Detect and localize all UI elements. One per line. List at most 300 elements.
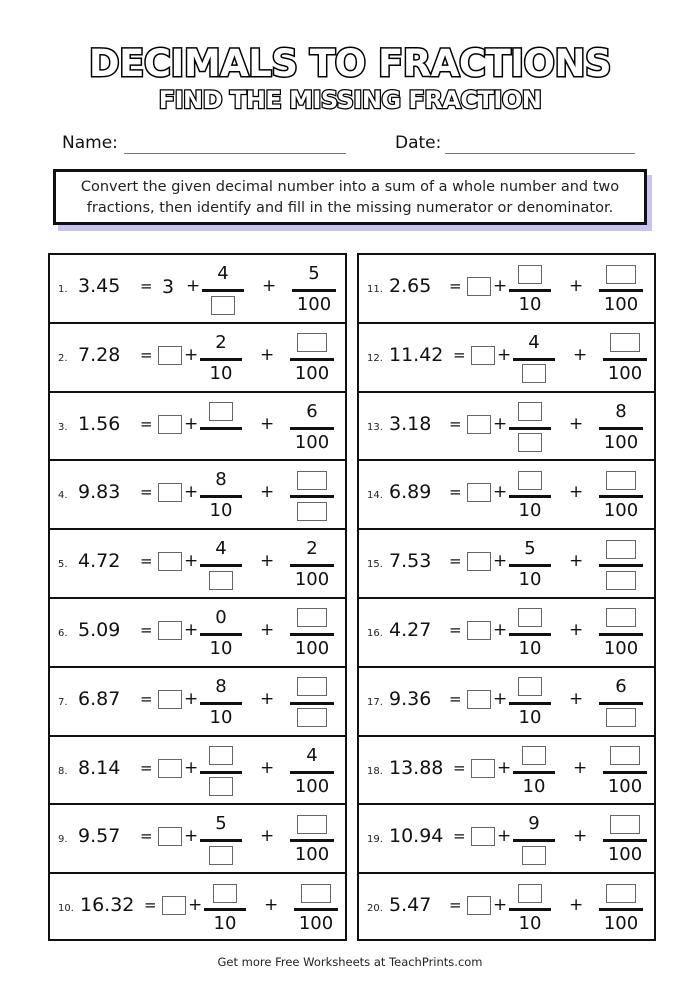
answer-box-whole[interactable] xyxy=(467,415,491,434)
plus-sign: + xyxy=(260,619,275,640)
hundredths-fraction xyxy=(599,261,643,319)
hundredths-fraction xyxy=(599,605,643,663)
tenths-numerator: 4 xyxy=(217,263,229,284)
fraction-bar xyxy=(202,289,244,292)
problem-row xyxy=(359,874,654,943)
fraction-bar xyxy=(509,289,551,292)
hundredths-denominator: 100 xyxy=(603,637,639,659)
answer-box-hundredths-numerator[interactable] xyxy=(301,884,331,903)
equals-sign: = xyxy=(449,689,462,708)
tenths-numerator: 4 xyxy=(528,331,540,353)
plus-sign: + xyxy=(184,551,199,572)
problem-row xyxy=(50,737,345,806)
equals-sign: = xyxy=(449,552,462,571)
answer-box-whole[interactable] xyxy=(467,552,491,571)
problem-number: 12. xyxy=(367,352,383,364)
hundredths-fraction xyxy=(603,330,647,388)
tenths-numerator: 8 xyxy=(215,675,227,697)
hundredths-fraction xyxy=(599,674,643,732)
answer-box-whole[interactable] xyxy=(471,759,495,778)
decimal-value: 7.28 xyxy=(78,343,121,366)
equals-sign: = xyxy=(449,483,462,502)
footer-credit: Get more Free Worksheets at TeachPrints.com xyxy=(217,955,483,969)
equals-sign: = xyxy=(140,414,153,433)
tenths-fraction xyxy=(509,467,551,525)
worksheet-title: DECIMALS TO FRACTIONS xyxy=(88,42,612,85)
tenths-denominator: 10 xyxy=(518,913,542,935)
fraction-bar xyxy=(200,771,242,774)
fraction-bar xyxy=(599,495,643,498)
hundredths-denominator: 100 xyxy=(603,294,639,315)
equals-sign: = xyxy=(140,345,153,364)
hundredths-numerator: 8 xyxy=(615,400,627,422)
answer-box-whole[interactable] xyxy=(471,346,495,365)
problem-row xyxy=(50,874,345,943)
hundredths-fraction xyxy=(290,605,334,663)
decimal-value: 11.42 xyxy=(389,343,444,366)
fraction-bar xyxy=(292,289,336,292)
equals-sign: = xyxy=(449,896,462,915)
instructions-box: Convert the given decimal number into a sum of a whole number and two fractions, then identify and fill in the missing numerator or denominator. xyxy=(53,169,647,225)
answer-box-whole[interactable] xyxy=(162,896,186,915)
answer-box-whole[interactable] xyxy=(158,759,182,778)
fraction-bar xyxy=(599,427,643,430)
hundredths-denominator: 100 xyxy=(603,500,639,522)
equals-sign: = xyxy=(140,620,153,639)
plus-sign: + xyxy=(260,757,275,778)
fraction-bar xyxy=(294,908,338,911)
problems-column-right xyxy=(357,253,656,941)
answer-box-whole[interactable] xyxy=(158,346,182,365)
hundredths-denominator: 100 xyxy=(294,431,330,453)
fraction-bar xyxy=(290,771,334,774)
decimal-value: 5.47 xyxy=(389,894,432,917)
plus-sign: + xyxy=(573,344,588,365)
decimal-value: 6.87 xyxy=(78,687,121,710)
equals-sign: = xyxy=(453,758,466,777)
fraction-bar xyxy=(200,495,242,498)
tenths-numerator: 8 xyxy=(215,469,227,491)
plus-sign: + xyxy=(493,413,508,434)
plus-sign: + xyxy=(569,413,584,434)
hundredths-denominator: 100 xyxy=(294,362,330,384)
problem-row xyxy=(50,255,345,324)
plus-sign: + xyxy=(493,688,508,709)
answer-box-tenths-denominator[interactable] xyxy=(209,777,233,796)
date-label: Date: xyxy=(395,133,442,153)
problem-number: 1. xyxy=(58,284,68,295)
answer-box-whole[interactable] xyxy=(158,483,182,502)
problem-number: 13. xyxy=(367,421,383,433)
hundredths-fraction xyxy=(290,536,334,594)
tenths-fraction xyxy=(204,880,246,938)
hundredths-denominator: 100 xyxy=(603,913,639,935)
hundredths-denominator: 100 xyxy=(298,913,334,935)
answer-box-tenths-denominator[interactable] xyxy=(522,364,546,383)
decimal-value: 8.14 xyxy=(78,756,121,779)
problem-number: 11. xyxy=(367,284,383,295)
hundredths-fraction xyxy=(290,399,334,457)
plus-sign: + xyxy=(573,757,588,778)
hundredths-denominator: 100 xyxy=(294,844,330,866)
tenths-fraction xyxy=(200,330,242,388)
problem-row xyxy=(359,393,654,462)
plus-sign: + xyxy=(184,482,199,503)
tenths-numerator: 5 xyxy=(524,538,536,560)
answer-box-whole[interactable] xyxy=(158,690,182,709)
answer-box-tenths-numerator[interactable] xyxy=(518,471,542,490)
equals-sign: = xyxy=(140,552,153,571)
tenths-fraction xyxy=(200,536,242,594)
plus-sign: + xyxy=(573,826,588,847)
problem-row xyxy=(359,805,654,874)
problem-row xyxy=(50,599,345,668)
hundredths-fraction xyxy=(290,674,334,732)
answer-box-tenths-denominator[interactable] xyxy=(518,433,542,452)
fraction-bar xyxy=(290,633,334,636)
fraction-bar xyxy=(599,702,643,705)
plus-sign: + xyxy=(260,551,275,572)
answer-box-hundredths-denominator[interactable] xyxy=(297,502,327,521)
hundredths-fraction xyxy=(292,261,336,319)
tenths-fraction xyxy=(509,399,551,457)
problem-number: 16. xyxy=(367,627,383,639)
problem-row xyxy=(50,805,345,874)
answer-box-hundredths-numerator[interactable] xyxy=(606,540,636,559)
fraction-bar xyxy=(509,702,551,705)
whole-number: 3 xyxy=(162,276,175,298)
plus-sign: + xyxy=(260,413,275,434)
hundredths-numerator: 2 xyxy=(306,538,318,560)
tenths-denominator: 10 xyxy=(518,706,542,728)
fraction-bar xyxy=(509,564,551,567)
answer-box-hundredths-numerator[interactable] xyxy=(606,471,636,490)
answer-box-tenths-numerator[interactable] xyxy=(518,884,542,903)
hundredths-denominator: 100 xyxy=(294,775,330,797)
answer-box-tenths-numerator[interactable] xyxy=(518,402,542,421)
fraction-bar xyxy=(200,427,242,430)
tenths-fraction xyxy=(513,743,555,801)
hundredths-fraction xyxy=(294,880,338,938)
plus-sign: + xyxy=(260,688,275,709)
decimal-value: 9.57 xyxy=(78,825,121,848)
decimal-value: 3.45 xyxy=(78,275,121,297)
problem-number: 5. xyxy=(58,559,68,571)
problem-number: 4. xyxy=(58,490,68,502)
answer-box-hundredths-numerator[interactable] xyxy=(610,815,640,834)
plus-sign: + xyxy=(569,895,584,916)
decimal-value: 3.18 xyxy=(389,412,432,435)
tenths-numerator: 5 xyxy=(215,813,227,835)
plus-sign: + xyxy=(186,276,201,296)
plus-sign: + xyxy=(569,688,584,709)
plus-sign: + xyxy=(184,619,199,640)
equals-sign: = xyxy=(449,277,462,295)
answer-box-whole[interactable] xyxy=(158,621,182,640)
hundredths-fraction xyxy=(603,743,647,801)
plus-sign: + xyxy=(264,895,279,916)
fraction-bar xyxy=(513,839,555,842)
date-input-line[interactable] xyxy=(445,153,635,154)
plus-sign: + xyxy=(569,482,584,503)
name-date-row xyxy=(62,133,642,159)
answer-box-tenths-denominator[interactable] xyxy=(209,571,233,590)
answer-box-tenths-numerator[interactable] xyxy=(522,746,546,765)
answer-box-whole[interactable] xyxy=(467,277,491,296)
hundredths-fraction xyxy=(290,743,334,801)
fraction-bar xyxy=(513,771,555,774)
problem-number: 17. xyxy=(367,696,383,708)
answer-box-tenths-denominator[interactable] xyxy=(209,846,233,865)
answer-box-hundredths-numerator[interactable] xyxy=(297,677,327,696)
answer-box-whole[interactable] xyxy=(158,415,182,434)
hundredths-fraction xyxy=(599,880,643,938)
tenths-fraction xyxy=(200,399,242,457)
hundredths-denominator: 100 xyxy=(294,637,330,659)
problem-row xyxy=(50,324,345,393)
decimal-value: 7.53 xyxy=(389,550,432,573)
hundredths-fraction xyxy=(290,330,334,388)
hundredths-numerator: 4 xyxy=(306,744,318,766)
tenths-fraction xyxy=(200,743,242,801)
fraction-bar xyxy=(603,358,647,361)
tenths-numerator: 9 xyxy=(528,813,540,835)
equals-sign: = xyxy=(453,827,466,846)
plus-sign: + xyxy=(260,826,275,847)
fraction-bar xyxy=(290,495,334,498)
hundredths-numerator: 6 xyxy=(615,675,627,697)
decimal-value: 6.89 xyxy=(389,481,432,504)
fraction-bar xyxy=(599,564,643,567)
hundredths-denominator: 100 xyxy=(294,569,330,591)
problem-number: 15. xyxy=(367,559,383,571)
problem-row xyxy=(359,324,654,393)
hundredths-fraction xyxy=(290,811,334,869)
plus-sign: + xyxy=(184,826,199,847)
answer-box-whole[interactable] xyxy=(467,690,491,709)
decimal-value: 9.36 xyxy=(389,687,432,710)
fraction-bar xyxy=(200,702,242,705)
hundredths-denominator: 100 xyxy=(607,775,643,797)
tenths-denominator: 10 xyxy=(213,913,237,935)
tenths-fraction xyxy=(200,674,242,732)
answer-box-whole[interactable] xyxy=(467,621,491,640)
plus-sign: + xyxy=(497,826,512,847)
plus-sign: + xyxy=(493,276,508,296)
answer-box-tenths-numerator[interactable] xyxy=(518,265,542,284)
equals-sign: = xyxy=(140,827,153,846)
fraction-bar xyxy=(599,289,643,292)
hundredths-fraction xyxy=(599,399,643,457)
tenths-denominator: 10 xyxy=(209,706,233,728)
name-label: Name: xyxy=(62,133,118,153)
tenths-denominator: 10 xyxy=(209,362,233,384)
decimal-value: 10.94 xyxy=(389,825,444,848)
problem-number: 18. xyxy=(367,765,383,777)
hundredths-fraction xyxy=(599,467,643,525)
equals-sign: = xyxy=(140,758,153,777)
tenths-denominator: 10 xyxy=(518,294,542,315)
answer-box-tenths-denominator[interactable] xyxy=(211,296,235,315)
hundredths-denominator: 100 xyxy=(607,362,643,384)
answer-box-hundredths-denominator[interactable] xyxy=(606,571,636,590)
tenths-denominator: 10 xyxy=(518,500,542,522)
fraction-bar xyxy=(290,427,334,430)
problem-row xyxy=(359,668,654,737)
answer-box-tenths-numerator[interactable] xyxy=(518,677,542,696)
equals-sign: = xyxy=(140,277,153,295)
answer-box-whole[interactable] xyxy=(467,896,491,915)
fraction-bar xyxy=(509,495,551,498)
fraction-bar xyxy=(599,908,643,911)
answer-box-whole[interactable] xyxy=(158,552,182,571)
answer-box-whole[interactable] xyxy=(158,827,182,846)
tenths-fraction xyxy=(509,261,551,319)
fraction-bar xyxy=(204,908,246,911)
decimal-value: 9.83 xyxy=(78,481,121,504)
tenths-fraction xyxy=(200,467,242,525)
plus-sign: + xyxy=(188,895,203,916)
decimal-value: 16.32 xyxy=(80,894,135,917)
fraction-bar xyxy=(200,358,242,361)
fraction-bar xyxy=(599,633,643,636)
fraction-bar xyxy=(603,771,647,774)
answer-box-hundredths-numerator[interactable] xyxy=(297,471,327,490)
answer-box-hundredths-numerator[interactable] xyxy=(610,333,640,352)
answer-box-whole[interactable] xyxy=(467,483,491,502)
tenths-fraction xyxy=(509,605,551,663)
tenths-fraction xyxy=(200,605,242,663)
fraction-bar xyxy=(200,633,242,636)
problem-number: 20. xyxy=(367,903,383,915)
tenths-numerator: 2 xyxy=(215,331,227,353)
tenths-denominator: 10 xyxy=(209,637,233,659)
problem-row xyxy=(50,461,345,530)
plus-sign: + xyxy=(493,551,508,572)
answer-box-tenths-numerator[interactable] xyxy=(209,402,233,421)
answer-box-hundredths-denominator[interactable] xyxy=(297,708,327,727)
problem-number: 10. xyxy=(58,903,74,915)
answer-box-hundredths-numerator[interactable] xyxy=(610,746,640,765)
hundredths-fraction xyxy=(603,811,647,869)
fraction-bar xyxy=(290,839,334,842)
name-input-line[interactable] xyxy=(124,153,346,154)
decimal-value: 2.65 xyxy=(389,275,432,297)
plus-sign: + xyxy=(184,413,199,434)
tenths-denominator: 10 xyxy=(518,569,542,591)
plus-sign: + xyxy=(184,344,199,365)
equals-sign: = xyxy=(453,345,466,364)
plus-sign: + xyxy=(569,276,584,296)
equals-sign: = xyxy=(144,896,157,915)
tenths-fraction xyxy=(513,811,555,869)
plus-sign: + xyxy=(569,619,584,640)
plus-sign: + xyxy=(493,895,508,916)
plus-sign: + xyxy=(569,551,584,572)
tenths-denominator: 10 xyxy=(209,500,233,522)
equals-sign: = xyxy=(140,483,153,502)
hundredths-denominator: 100 xyxy=(603,431,639,453)
tenths-denominator: 10 xyxy=(518,637,542,659)
fraction-bar xyxy=(290,564,334,567)
problem-row xyxy=(50,668,345,737)
tenths-numerator: 0 xyxy=(215,606,227,628)
tenths-numerator: 4 xyxy=(215,538,227,560)
answer-box-tenths-numerator[interactable] xyxy=(209,746,233,765)
answer-box-hundredths-denominator[interactable] xyxy=(606,708,636,727)
problem-row xyxy=(359,530,654,599)
hundredths-numerator: 5 xyxy=(308,263,320,284)
problem-number: 7. xyxy=(58,696,68,708)
hundredths-fraction xyxy=(290,467,334,525)
problem-row xyxy=(50,393,345,462)
answer-box-tenths-numerator[interactable] xyxy=(213,884,237,903)
fraction-bar xyxy=(603,839,647,842)
tenths-fraction xyxy=(513,330,555,388)
plus-sign: + xyxy=(184,757,199,778)
equals-sign: = xyxy=(449,414,462,433)
problem-number: 3. xyxy=(58,421,68,433)
tenths-fraction xyxy=(200,811,242,869)
plus-sign: + xyxy=(497,344,512,365)
decimal-value: 5.09 xyxy=(78,618,121,641)
problem-row xyxy=(359,255,654,324)
equals-sign: = xyxy=(140,689,153,708)
worksheet-subtitle: FIND THE MISSING FRACTION xyxy=(158,86,542,114)
tenths-fraction xyxy=(509,674,551,732)
decimal-value: 13.88 xyxy=(389,756,444,779)
decimal-value: 4.27 xyxy=(389,618,432,641)
answer-box-hundredths-numerator[interactable] xyxy=(606,884,636,903)
fraction-bar xyxy=(513,358,555,361)
fraction-bar xyxy=(200,839,242,842)
hundredths-numerator: 6 xyxy=(306,400,318,422)
plus-sign: + xyxy=(497,757,512,778)
answer-box-whole[interactable] xyxy=(471,827,495,846)
problem-row xyxy=(50,530,345,599)
hundredths-fraction xyxy=(599,536,643,594)
plus-sign: + xyxy=(184,688,199,709)
answer-box-tenths-numerator[interactable] xyxy=(518,608,542,627)
problem-row xyxy=(359,737,654,806)
problem-row xyxy=(359,461,654,530)
tenths-denominator: 10 xyxy=(522,775,546,797)
problem-number: 9. xyxy=(58,834,68,846)
fraction-bar xyxy=(200,564,242,567)
hundredths-denominator: 100 xyxy=(607,844,643,866)
plus-sign: + xyxy=(260,482,275,503)
problem-number: 19. xyxy=(367,834,383,846)
answer-box-hundredths-numerator[interactable] xyxy=(606,265,636,284)
problem-number: 14. xyxy=(367,490,383,502)
tenths-fraction xyxy=(509,880,551,938)
tenths-fraction xyxy=(202,261,244,319)
plus-sign: + xyxy=(262,276,277,296)
answer-box-hundredths-numerator[interactable] xyxy=(606,608,636,627)
decimal-value: 1.56 xyxy=(78,412,121,435)
problem-number: 8. xyxy=(58,765,68,777)
problem-row xyxy=(359,599,654,668)
plus-sign: + xyxy=(260,344,275,365)
problem-number: 2. xyxy=(58,352,68,364)
answer-box-tenths-denominator[interactable] xyxy=(522,846,546,865)
hundredths-denominator: 100 xyxy=(296,294,332,315)
problem-number: 6. xyxy=(58,627,68,639)
fraction-bar xyxy=(509,427,551,430)
answer-box-hundredths-numerator[interactable] xyxy=(297,608,327,627)
answer-box-hundredths-numerator[interactable] xyxy=(297,815,327,834)
answer-box-hundredths-numerator[interactable] xyxy=(297,333,327,352)
